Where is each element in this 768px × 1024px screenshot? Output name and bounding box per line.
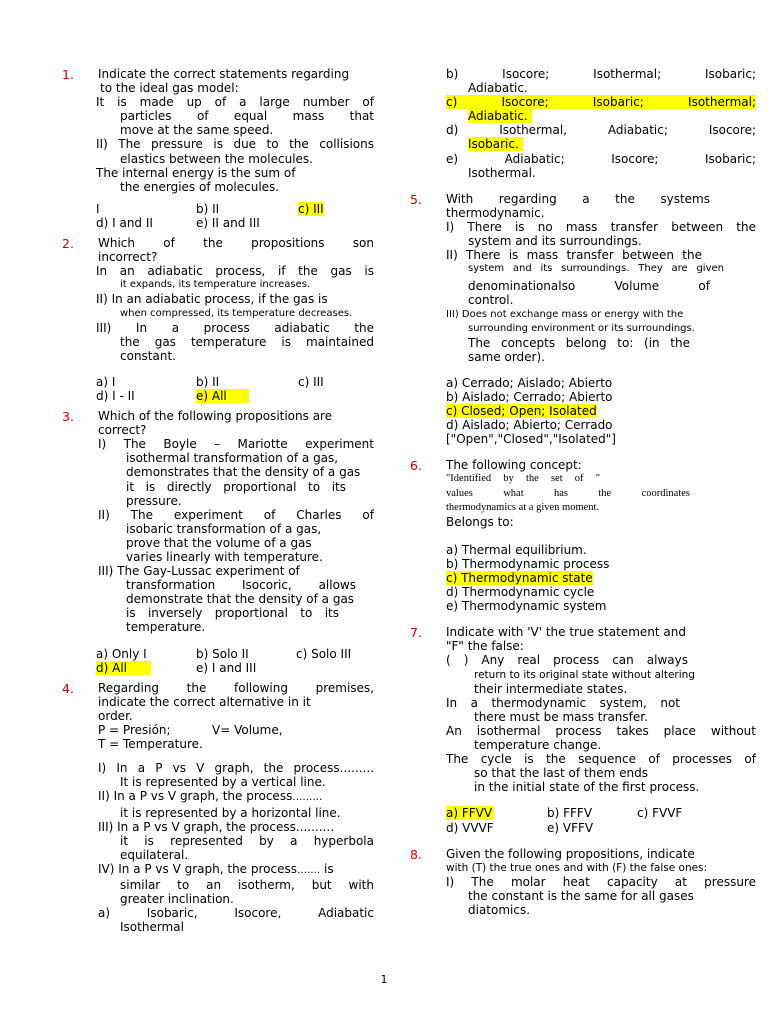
statement: elastics between the molecules. <box>120 151 313 166</box>
statement: II) In an adiabatic process, if the gas is <box>96 292 328 307</box>
question-4 <box>62 681 374 935</box>
question-number: 3. <box>62 409 74 425</box>
question-1 <box>62 67 374 230</box>
option-c-correct[interactable]: c) Isocore; Isobaric; Isothermal; <box>446 95 756 110</box>
statement: I) The molar heat capacity at pressure <box>446 874 756 889</box>
option-e[interactable]: e) Adiabatic; Isocore; Isobaric; <box>446 151 756 166</box>
question-number: 5. <box>410 191 422 207</box>
statement: the energies of molecules. <box>120 179 280 194</box>
definition-v: V= Volume, <box>212 723 283 738</box>
statement: II) The experiment of Charles of <box>98 507 374 522</box>
question-text: indicate the correct alternative in it <box>98 694 311 709</box>
option-b[interactable]: b) Thermodynamic process <box>446 556 610 571</box>
question-text: Belongs to: <box>446 514 514 529</box>
option-d[interactable]: Isobaric. <box>468 137 523 151</box>
answer-options <box>446 806 756 834</box>
statement: I) There is no mass transfer between the <box>446 219 756 234</box>
statement: transformation Isocoric, allows <box>126 578 356 593</box>
question-text: order. <box>98 708 133 723</box>
question-3 <box>62 409 374 675</box>
option-d-correct[interactable]: d) All <box>96 661 151 675</box>
page-number: 1 <box>380 973 388 986</box>
option-c[interactable]: c) III <box>298 374 324 389</box>
statement: III) Does not exchange mass or energy with the <box>446 308 684 320</box>
premise: It is represented by a vertical line. <box>120 775 326 790</box>
statement: prove that the volume of a gas <box>126 535 312 550</box>
option-b[interactable]: Adiabatic. <box>468 81 528 96</box>
question-text: Which of the propositions son <box>98 236 374 251</box>
option-a[interactable]: I <box>96 201 100 216</box>
statement: the constant is the same for all gases <box>468 888 694 903</box>
statement: demonstrate that the density of a gas <box>126 592 355 607</box>
premise: is <box>320 861 334 876</box>
premise: IV) In a P vs V graph, the process <box>98 861 297 876</box>
option-b[interactable]: b) Aislado; Cerrado; Abierto <box>446 389 613 404</box>
question-text: Regarding the following premises, <box>98 680 374 695</box>
question-text: to the ideal gas model: <box>100 81 239 96</box>
statement: In a thermodynamic system, not <box>446 695 680 710</box>
option-a[interactable]: a) Isobaric, Isocore, Adiabatic <box>98 906 374 921</box>
statement: ( ) Any real process can always <box>446 653 688 668</box>
question-text: correct? <box>98 423 147 438</box>
question-6 <box>410 458 756 613</box>
option-e[interactable]: e) II and III <box>196 215 260 230</box>
statement: system and its surroundings. <box>468 234 642 249</box>
statement: The cycle is the sequence of processes of <box>446 752 756 767</box>
option-e[interactable]: ["Open","Closed","Isolated"] <box>446 432 616 447</box>
statement: same order). <box>468 349 545 364</box>
statement: I) The Boyle – Mariotte experiment <box>98 437 374 452</box>
premise-dots: ……… <box>292 792 323 804</box>
statement: III) In a process adiabatic the <box>96 320 374 335</box>
statement: surrounding environment or its surroundings. <box>468 322 695 334</box>
statement: demonstrates that the density of a gas <box>126 465 361 480</box>
option-c-correct[interactable]: c) Closed; Open; Isolated <box>446 404 597 419</box>
question-7 <box>410 625 756 834</box>
statement: temperature change. <box>474 738 602 753</box>
answer-options <box>96 647 374 675</box>
statement: The internal energy is the sum of <box>96 165 296 180</box>
right-column <box>410 67 756 917</box>
concept-quote: thermodynamics at a given moment. <box>446 501 600 513</box>
option-c[interactable]: c) FVVF <box>637 806 683 821</box>
option-c-correct[interactable]: c) Thermodynamic state <box>446 571 593 585</box>
statement: so that the last of them ends <box>474 766 648 781</box>
premise: II) In a P vs V graph, the process <box>98 789 293 804</box>
question-text: The following concept: <box>446 458 582 473</box>
statement: there must be mass transfer. <box>474 709 648 724</box>
question-text: Given the following propositions, indicate <box>446 846 695 861</box>
option-c-correct[interactable]: c) III <box>298 201 324 216</box>
option-d[interactable]: d) Aislado; Abierto; Cerrado <box>446 418 613 433</box>
premise: it is represented by a hyperbola <box>120 833 374 848</box>
question-number: 8. <box>410 846 422 862</box>
answer-options <box>96 202 374 230</box>
question-text: Indicate the correct statements regarding <box>98 67 350 81</box>
premise: it is represented by a horizontal line. <box>120 805 341 820</box>
statement: constant. <box>120 348 176 363</box>
statement: varies linearly with temperature. <box>126 550 323 564</box>
question-text: "F" the false: <box>446 639 524 654</box>
question-text: thermodynamic. <box>446 205 545 220</box>
statement: control. <box>468 293 514 308</box>
statement: II) There is mass transfer between the <box>446 248 702 263</box>
question-text: incorrect? <box>98 250 158 265</box>
statement: diatomics. <box>468 902 531 917</box>
option-a[interactable]: Isothermal <box>120 920 184 935</box>
statement: it expands, its temperature increases. <box>120 279 311 291</box>
premise: greater inclination. <box>120 892 234 907</box>
question-text: Which of the following propositions are <box>98 409 333 424</box>
premise: equilateral. <box>120 847 189 862</box>
concept-quote: values what has the coordinates <box>446 487 690 499</box>
question-number: 6. <box>410 458 422 474</box>
option-b[interactable]: b) Solo II <box>196 646 249 661</box>
option-a[interactable]: a) Cerrado; Aislado; Abierto <box>446 375 613 390</box>
statement: in the initial state of the first process. <box>474 780 700 795</box>
statement: The concepts belong to: (in the <box>468 335 690 350</box>
option-e[interactable]: e) VFFV <box>547 820 594 835</box>
statement: II) The pressure is due to the collisions <box>96 137 374 152</box>
question-number: 1. <box>62 67 74 82</box>
premise: similar to an isotherm, but with <box>120 877 374 892</box>
question-8 <box>410 847 756 917</box>
statement: isothermal transformation of a gas, <box>126 451 339 466</box>
statement: isobaric transformation of a gas, <box>126 521 322 536</box>
statement: particles of equal mass that <box>120 109 374 124</box>
option-d[interactable]: d) I and II <box>96 215 153 230</box>
option-b[interactable]: b) II <box>196 201 220 216</box>
statement: when compressed, its temperature decreases. <box>120 307 353 319</box>
question-5 <box>410 192 756 447</box>
option-b[interactable]: b) II <box>196 374 220 389</box>
option-c[interactable]: c) Solo III <box>296 646 352 661</box>
option-b[interactable]: b) FFFV <box>547 806 593 821</box>
option-c-correct[interactable]: Adiabatic. <box>468 109 532 123</box>
statement: temperature. <box>126 620 206 635</box>
question-number: 2. <box>62 236 74 252</box>
option-e-correct[interactable]: e) All <box>196 389 249 403</box>
question-text: Indicate with 'V' the true statement and <box>446 625 686 640</box>
option-e[interactable]: e) I and III <box>196 660 257 675</box>
statement: is inversely proportional to its <box>126 606 339 621</box>
option-d[interactable]: d) VVVF <box>446 820 494 835</box>
statement: denominationalso Volume of <box>468 279 710 294</box>
statement: It is made up of a large number of <box>96 95 374 110</box>
definition-t: T = Temperature. <box>98 737 203 752</box>
statement: it is directly proportional to its <box>126 479 346 494</box>
left-column <box>62 67 374 934</box>
option-a[interactable]: a) Only I <box>96 646 147 661</box>
question-number: 7. <box>410 625 422 641</box>
premise: I) In a P vs V graph, the process......... <box>98 761 374 776</box>
option-d[interactable]: d) Isothermal, Adiabatic; Isocore; <box>446 123 756 138</box>
premise-dots: ……. <box>297 864 321 876</box>
question-4-continued <box>410 67 756 180</box>
question-2 <box>62 236 374 403</box>
option-d[interactable]: d) Thermodynamic cycle <box>446 585 595 600</box>
statement: the gas temperature is maintained <box>120 334 374 349</box>
option-b[interactable]: b) Isocore; Isothermal; Isobaric; <box>446 67 756 81</box>
answer-options <box>96 375 374 403</box>
option-d[interactable]: d) I - II <box>96 388 135 403</box>
concept-quote: "Identified by the set of " <box>446 473 600 485</box>
statement: return to its original state without altering <box>474 668 695 681</box>
option-a-correct[interactable]: a) FFVV <box>446 806 493 821</box>
statement: In an adiabatic process, if the gas is <box>96 264 374 279</box>
statement: system and its surroundings. They are given <box>468 263 724 275</box>
option-a[interactable]: a) I <box>96 374 116 389</box>
question-text: With regarding a the systems <box>446 191 710 206</box>
option-e[interactable]: Isothermal. <box>468 165 536 180</box>
statement: pressure. <box>126 493 182 508</box>
statement: their intermediate states. <box>474 681 628 696</box>
option-a[interactable]: a) Thermal equilibrium. <box>446 542 587 557</box>
statement: move at the same speed. <box>120 123 274 138</box>
definition-p: P = Presión; <box>98 723 171 738</box>
statement: III) The Gay-Lussac experiment of <box>98 564 300 579</box>
statement: An isothermal process takes place without <box>446 723 756 738</box>
question-text: with (T) the true ones and with (F) the false ones: <box>446 861 708 874</box>
premise: III) In a P vs V graph, the process.......... <box>98 819 335 834</box>
question-number: 4. <box>62 680 74 696</box>
option-e[interactable]: e) Thermodynamic system <box>446 599 607 614</box>
